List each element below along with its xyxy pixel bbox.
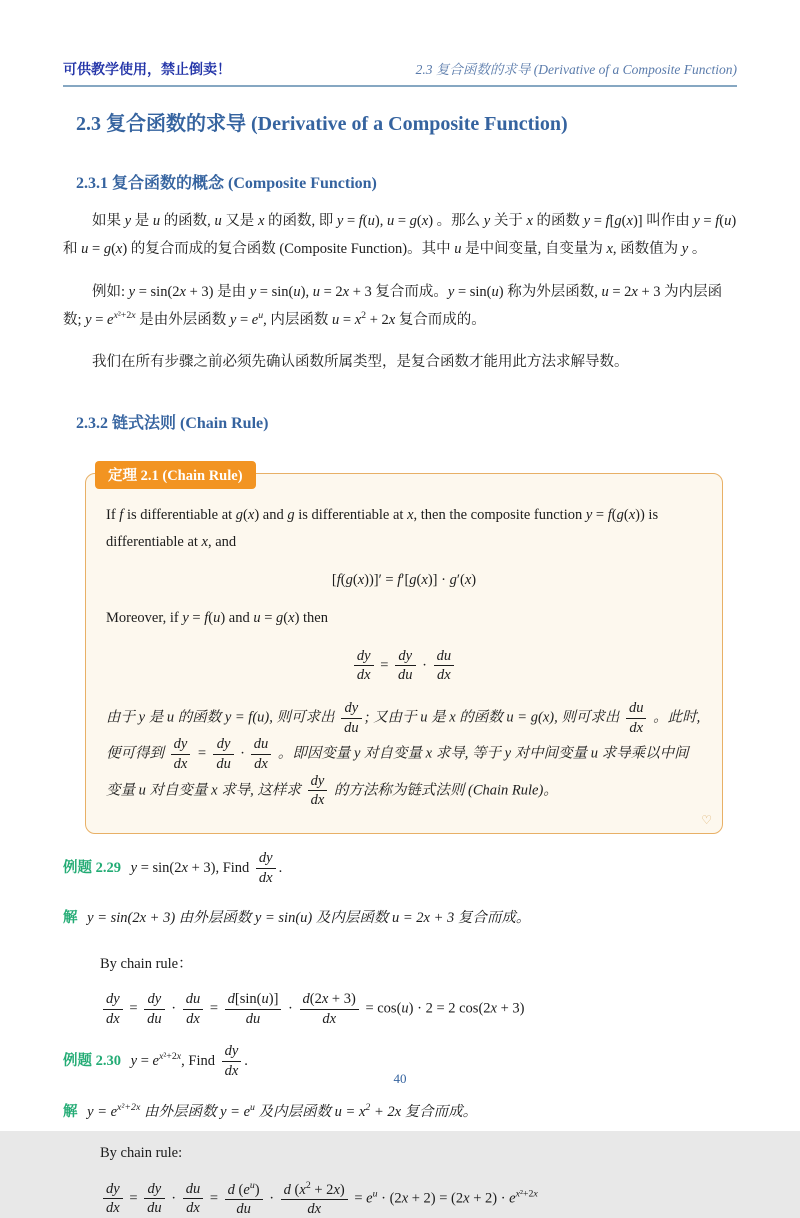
- example-2-30-by-chain-rule: By chain rule:: [100, 1144, 183, 1161]
- example-2-29-solution: [63, 902, 737, 935]
- example-2-29-by-chain-rule: By chain rule：: [100, 955, 193, 972]
- example-2-29-label: 例题 2.29: [63, 859, 121, 876]
- theorem-statement-line1: If f is differentiable at g(x) and g is differentiable at x, then the composite function y = f(g(x)) is differentiable at x, and: [106, 507, 659, 551]
- paragraph-composite-examples: 例如: y = sin(2x + 3) 是由 y = sin(u), u = 2x + 3 复合而成。y = sin(u) 称为外层函数, u = 2x + 3 为内层函数; $y = e^{x^2+2x}$ 是由外层函数 $y = e^u$, 内层函数 $u = x^2 + 2x$ 复合而成的。: [63, 283, 723, 328]
- header-left-notice: 可供教学使用，禁止倒卖！: [63, 61, 231, 77]
- theorem-statement-line2: Moreover, if y = f(u) and u = g(x) then: [106, 609, 328, 626]
- example-2-30-equation: $\frac{dy}{dx}$ = $\frac{dy}{du}$ · $\frac{du}{dx}$ = $\frac{d (e^u)}{du}$ · $\frac{d (x^2 + 2x)}{dx}$ = $e^u \cdot (2x + 2) = (2x + 2) \cdot e^{x^2+2x}$: [100, 1180, 737, 1218]
- theorem-box: [85, 468, 723, 834]
- example-2-30-solution-label: 解: [63, 1103, 78, 1120]
- example-2-29-equation: $\frac{dy}{dx}$ = $\frac{dy}{du}$ · $\frac{du}{dx}$ = $\frac{d[\sin(u)]}{du}$ · $\frac{d(2x + 3)}{dx}$ = cos(u) · 2 = 2 cos(2x + 3): [100, 991, 737, 1027]
- theorem-label: 定理 2.1 (Chain Rule): [95, 461, 256, 489]
- theorem-equation-chain-rule: $\frac{dy}{dx}$ = $\frac{dy}{du}$ · $\frac{du}{dx}$: [106, 648, 702, 684]
- example-2-29-solution-text: y = sin(2x + 3) 由外层函数 y = sin(u) 及内层函数 u = 2x + 3 复合而成。: [87, 910, 531, 927]
- heart-icon: ♡: [701, 813, 712, 828]
- theorem-explanation: 由于 y 是 u 的函数 y = f(u), 则可求出 $\frac{dy}{du}$ ; 又由于 u 是 x 的函数 u = g(x), 则可求出 $\frac{du}{dx}$ 。此时, 便可得到 $\frac{dy}{dx}$ = $\frac{dy}{du}$ · $\frac{du}{dx}$ 。即因变量 y 对自变量 x 求导, 等于 y 对中间变量 u 求导乘以中间变量 u 对自变量 x 求导, 这样求 $\frac{dy}{dx}$ 的方法称为链式法则 (Chain Rule)。: [106, 700, 701, 809]
- example-2-29-problem: [63, 850, 737, 886]
- example-2-29-solution-label: 解: [63, 910, 78, 927]
- paragraph-note: 我们在所有步骤之前必须先确认函数所属类型，是复合函数才能用此方法求解导数。: [92, 354, 629, 371]
- subsection-2-3-1-title: 2.3.1 复合函数的概念 (Composite Function): [76, 175, 377, 192]
- header-rule: [63, 85, 737, 87]
- example-2-30-solution-text: $y = e^{x^2+2x}$ 由外层函数 $y = e^u$ 及内层函数 $u = x^2 + 2x$ 复合而成。: [87, 1101, 478, 1120]
- theorem-equation-composite-derivative: [f(g(x))]′ = f′[g(x)] · g′(x): [331, 571, 477, 588]
- example-2-30-label: 例题 2.30: [63, 1052, 121, 1069]
- page-number: 40: [393, 1071, 407, 1086]
- example-2-29-problem-text: y = sin(2x + 3), Find $\frac{dy}{dx}$ .: [130, 850, 283, 886]
- header-running-title: 2.3 复合函数的求导 (Derivative of a Composite Function): [415, 62, 737, 77]
- example-2-30-problem-text: $y = e^{x^2+2x}$, Find $\frac{dy}{dx}$ .: [130, 1043, 248, 1079]
- page-header: [63, 58, 737, 79]
- page-footer: [0, 1071, 800, 1087]
- section-title: 2.3 复合函数的求导 (Derivative of a Composite Function): [76, 113, 568, 135]
- example-2-30-solution: [63, 1096, 737, 1129]
- subsection-2-3-2-title: 2.3.2 链式法则 (Chain Rule): [76, 415, 269, 433]
- paragraph-composite-definition: 如果 y 是 u 的函数, u 又是 x 的函数, 即 y = f(u), u = g(x) 。那么 y 关于 x 的函数 y = f[g(x)] 叫作由 y = f(u) 和 u = g(x) 的复合而成的复合函数 (Composite Function)。其中 u 是中间变量, 自变量为 x, 函数值为 y 。: [63, 213, 737, 258]
